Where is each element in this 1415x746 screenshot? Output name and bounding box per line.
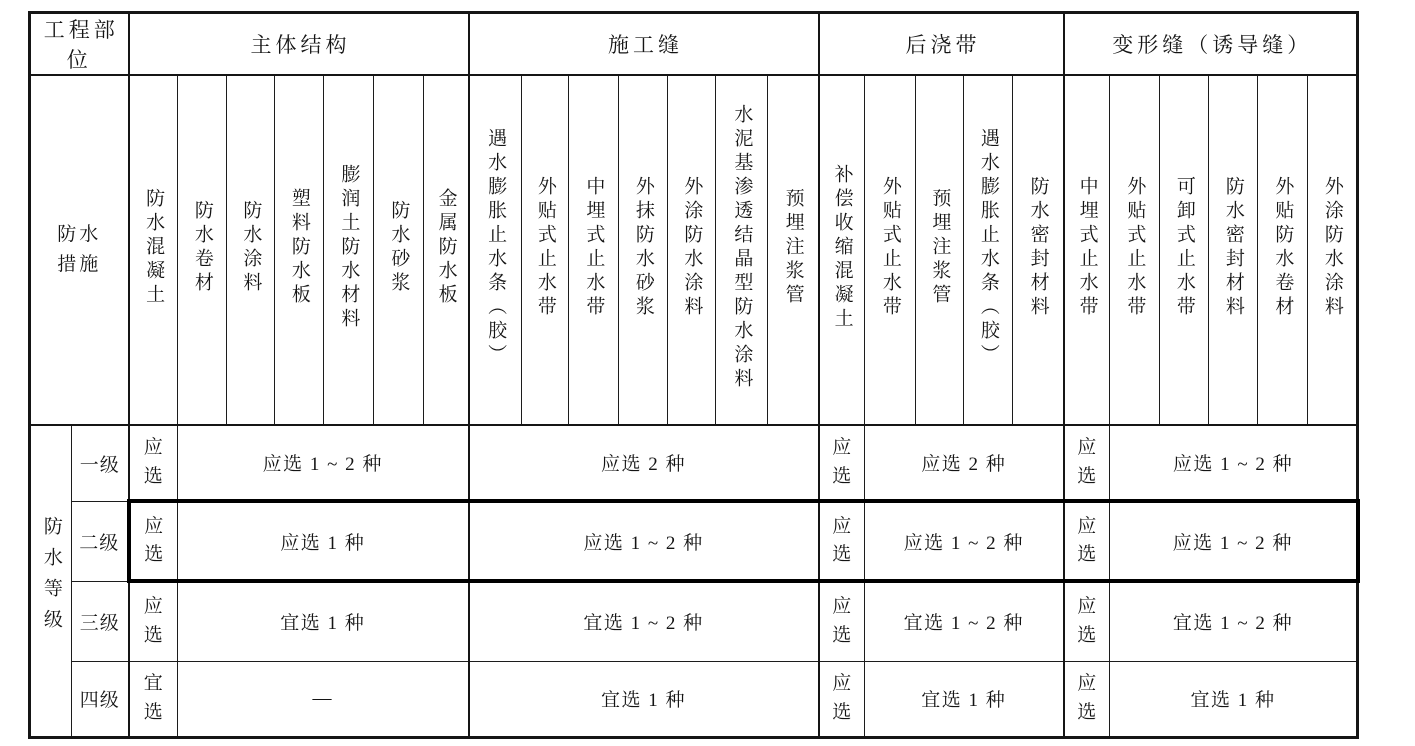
measure-column-text: 外涂防水涂料 bbox=[1321, 175, 1343, 320]
selection-cell: — bbox=[178, 661, 469, 737]
measure-column-text: 外贴式止水带 bbox=[534, 175, 556, 320]
grade-row-1 bbox=[30, 425, 1358, 501]
col-group-engineering-part: 工程部位 bbox=[30, 13, 129, 76]
selection-cell bbox=[1064, 425, 1110, 501]
selection-cell bbox=[819, 501, 865, 581]
grade-row-4 bbox=[30, 661, 1358, 737]
measure-column-header bbox=[1064, 75, 1110, 425]
selection-cell: 应选 1 ~ 2 种 bbox=[469, 501, 819, 581]
selection-text: 应选 bbox=[1077, 515, 1097, 565]
selection-cell bbox=[129, 501, 178, 581]
measure-column-header bbox=[668, 75, 716, 425]
measure-column-text: 补偿收缩混凝土 bbox=[831, 163, 853, 332]
col-group-deformation-joint: 变形缝（诱导缝） bbox=[1064, 13, 1358, 76]
selection-cell bbox=[1064, 501, 1110, 581]
grade-row-3 bbox=[30, 581, 1358, 661]
measure-column-header bbox=[1308, 75, 1358, 425]
measure-column-text: 外涂防水涂料 bbox=[681, 175, 703, 320]
measure-column-text: 外贴式止水带 bbox=[1124, 175, 1146, 320]
measure-column-text: 可卸式止水带 bbox=[1173, 175, 1195, 320]
measure-column-header bbox=[275, 75, 324, 425]
measure-column-text: 外贴式止水带 bbox=[879, 175, 901, 320]
measure-column-text: 防水密封材料 bbox=[1222, 175, 1244, 320]
selection-text: 应选 bbox=[1077, 596, 1097, 646]
selection-cell bbox=[129, 661, 178, 737]
waterproof-measures-label bbox=[30, 75, 129, 425]
selection-text: 应选 bbox=[1077, 437, 1097, 487]
grade-axis-label bbox=[30, 425, 72, 737]
measure-column-text: 膨润土防水材料 bbox=[338, 163, 360, 332]
measure-column-header bbox=[227, 75, 275, 425]
measure-column-text: 遇水膨胀止水条（胶） bbox=[485, 127, 507, 368]
selection-cell: 宜选 1 种 bbox=[1110, 661, 1358, 737]
measure-column-text: 防水卷材 bbox=[191, 199, 213, 296]
measure-column-text: 预埋注浆管 bbox=[929, 187, 951, 308]
selection-cell bbox=[1064, 581, 1110, 661]
section-header-row bbox=[30, 13, 1358, 76]
measure-column-header bbox=[819, 75, 865, 425]
measure-column-header bbox=[619, 75, 668, 425]
selection-cell bbox=[1064, 661, 1110, 737]
selection-cell bbox=[129, 581, 178, 661]
selection-cell bbox=[819, 581, 865, 661]
selection-text: 宜选 bbox=[143, 673, 163, 723]
measure-column-header bbox=[522, 75, 569, 425]
measure-column-text: 中埋式止水带 bbox=[1076, 175, 1098, 320]
measure-column-header bbox=[768, 75, 819, 425]
col-group-construction-joint: 施工缝 bbox=[469, 13, 819, 76]
measure-column-header bbox=[1110, 75, 1160, 425]
measure-column-header bbox=[1160, 75, 1209, 425]
selection-cell: 宜选 1 ~ 2 种 bbox=[1110, 581, 1358, 661]
selection-text: 应选 bbox=[832, 515, 852, 565]
measure-column-text: 金属防水板 bbox=[435, 187, 457, 308]
col-group-post-cast-strip: 后浇带 bbox=[819, 13, 1064, 76]
measure-column-text: 水泥基渗透结晶型防水涂料 bbox=[731, 103, 753, 392]
selection-cell bbox=[129, 425, 178, 501]
selection-cell: 应选 1 ~ 2 种 bbox=[1110, 425, 1358, 501]
measure-column-text: 中埋式止水带 bbox=[583, 175, 605, 320]
selection-cell: 应选 1 ~ 2 种 bbox=[178, 425, 469, 501]
waterproofing-table bbox=[28, 11, 1360, 739]
col-group-main-structure: 主体结构 bbox=[129, 13, 469, 76]
selection-cell: 宜选 1 ~ 2 种 bbox=[469, 581, 819, 661]
selection-text: 应选 bbox=[832, 437, 852, 487]
measure-column-header bbox=[964, 75, 1013, 425]
selection-text: 应选 bbox=[144, 515, 164, 565]
measure-column-header bbox=[324, 75, 374, 425]
measure-column-text: 防水砂浆 bbox=[388, 199, 410, 296]
selection-text: 应选 bbox=[1077, 673, 1097, 723]
selection-cell: 宜选 1 种 bbox=[178, 581, 469, 661]
measure-column-header bbox=[178, 75, 227, 425]
measure-column-text: 塑料防水板 bbox=[288, 187, 310, 308]
grade-row-label: 二级 bbox=[72, 501, 129, 581]
selection-text: 应选 bbox=[143, 437, 163, 487]
selection-text: 应选 bbox=[143, 596, 163, 646]
measure-column-text: 防水涂料 bbox=[240, 199, 262, 296]
selection-cell: 应选 1 ~ 2 种 bbox=[1110, 501, 1358, 581]
measure-column-header bbox=[1258, 75, 1308, 425]
selection-cell: 宜选 1 种 bbox=[865, 661, 1064, 737]
waterproof-measures-text: 防水措施 bbox=[57, 223, 102, 275]
measure-column-header bbox=[1013, 75, 1064, 425]
measure-column-header bbox=[1209, 75, 1258, 425]
measure-header-row bbox=[30, 75, 1358, 425]
grade-row-label: 四级 bbox=[72, 661, 129, 737]
measure-column-text: 遇水膨胀止水条（胶） bbox=[977, 127, 999, 368]
measure-column-header bbox=[865, 75, 916, 425]
measure-column-text: 外贴防水卷材 bbox=[1272, 175, 1294, 320]
selection-cell: 应选 2 种 bbox=[865, 425, 1064, 501]
measure-column-text: 预埋注浆管 bbox=[782, 187, 804, 308]
selection-cell: 应选 1 ~ 2 种 bbox=[865, 501, 1064, 581]
measure-column-header bbox=[374, 75, 424, 425]
measure-column-header bbox=[469, 75, 522, 425]
measure-column-header bbox=[569, 75, 619, 425]
highlighted-row bbox=[30, 501, 1358, 581]
selection-cell: 宜选 1 种 bbox=[469, 661, 819, 737]
grade-axis-text: 防水等级 bbox=[40, 516, 62, 641]
grade-row-label: 三级 bbox=[72, 581, 129, 661]
selection-text: 应选 bbox=[832, 673, 852, 723]
selection-cell: 宜选 1 ~ 2 种 bbox=[865, 581, 1064, 661]
measure-column-header bbox=[129, 75, 178, 425]
selection-cell bbox=[819, 425, 865, 501]
selection-cell: 应选 1 种 bbox=[178, 501, 469, 581]
measure-column-header bbox=[424, 75, 469, 425]
measure-column-text: 防水密封材料 bbox=[1027, 175, 1049, 320]
measure-column-header bbox=[716, 75, 768, 425]
selection-cell bbox=[819, 661, 865, 737]
measure-column-header bbox=[916, 75, 964, 425]
selection-cell: 应选 2 种 bbox=[469, 425, 819, 501]
grade-row-label: 一级 bbox=[72, 425, 129, 501]
measure-column-text: 外抹防水砂浆 bbox=[632, 175, 654, 320]
measure-column-text: 防水混凝土 bbox=[143, 187, 165, 308]
selection-text: 应选 bbox=[832, 596, 852, 646]
